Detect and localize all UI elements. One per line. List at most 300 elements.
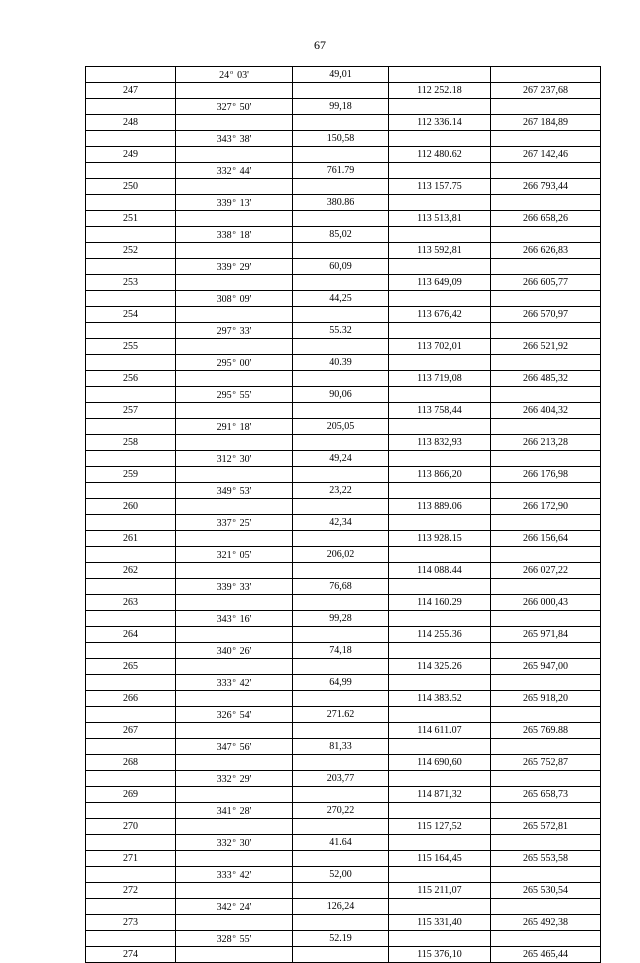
table-row <box>86 67 601 83</box>
point-number: 260 <box>123 500 138 512</box>
length-cell <box>293 483 389 499</box>
table-row <box>86 579 601 595</box>
table-row <box>86 739 601 755</box>
length-value: 40.39 <box>329 356 352 368</box>
length-cell <box>293 595 389 611</box>
bearing-degrees: 339 <box>216 262 232 273</box>
y-coordinate: 267 184,89 <box>523 116 568 128</box>
x-coordinate: 113 157.75 <box>417 180 462 192</box>
table-row <box>86 435 601 451</box>
table-row <box>86 483 601 499</box>
x-coordinate-cell <box>389 531 491 547</box>
length-cell <box>293 819 389 835</box>
x-coordinate-cell <box>389 275 491 291</box>
length-cell <box>293 403 389 419</box>
length-value: 74,18 <box>329 644 352 656</box>
point-number: 255 <box>123 340 138 352</box>
x-coordinate: 113 866,20 <box>417 468 462 480</box>
y-coordinate-cell <box>491 83 601 99</box>
bearing-degrees: 341 <box>216 806 232 817</box>
point-number: 259 <box>123 468 138 480</box>
length-cell <box>293 691 389 707</box>
bearing-cell <box>176 371 293 387</box>
length-cell <box>293 243 389 259</box>
bearing-cell <box>176 275 293 291</box>
degree-sign: o <box>232 902 236 908</box>
point-number-cell <box>86 835 176 851</box>
point-number-cell <box>86 851 176 867</box>
bearing-minutes: 54' <box>239 710 252 721</box>
bearing-value <box>232 598 237 609</box>
bearing-degrees: 295 <box>216 358 232 369</box>
x-coordinate-cell <box>389 787 491 803</box>
length-value: 126,24 <box>326 900 355 912</box>
x-coordinate: 114 255.36 <box>417 628 462 640</box>
bearing-value <box>217 262 252 273</box>
degree-sign: o <box>232 934 236 940</box>
degree-sign: o <box>232 806 236 812</box>
x-coordinate-cell <box>389 947 491 963</box>
x-coordinate: 114 611.07 <box>417 724 462 736</box>
bearing-value <box>232 86 237 97</box>
bearing-cell <box>176 323 293 339</box>
point-number-cell <box>86 99 176 115</box>
y-coordinate-cell <box>491 643 601 659</box>
y-coordinate-cell <box>491 323 601 339</box>
x-coordinate: 113 676,42 <box>417 308 462 320</box>
degree-sign: o <box>232 774 236 780</box>
point-number: 267 <box>123 724 138 736</box>
bearing-value <box>232 310 237 321</box>
bearing-degrees: 342 <box>216 902 232 913</box>
table-row <box>86 771 601 787</box>
bearing-value <box>217 134 252 145</box>
bearing-cell <box>176 947 293 963</box>
bearing-value <box>232 246 237 257</box>
bearing-degrees: 333 <box>216 870 232 881</box>
bearing-value <box>232 278 237 289</box>
point-number-cell <box>86 595 176 611</box>
y-coordinate-cell <box>491 259 601 275</box>
x-coordinate-cell <box>389 771 491 787</box>
bearing-cell <box>176 787 293 803</box>
x-coordinate-cell <box>389 643 491 659</box>
bearing-cell <box>176 723 293 739</box>
bearing-minutes: 30' <box>239 454 252 465</box>
bearing-value <box>232 374 237 385</box>
y-coordinate: 265 918,20 <box>523 692 568 704</box>
length-cell <box>293 211 389 227</box>
x-coordinate-cell <box>389 307 491 323</box>
bearing-value <box>232 950 237 961</box>
x-coordinate: 113 719,08 <box>417 372 462 384</box>
point-number-cell <box>86 323 176 339</box>
bearing-minutes: 18' <box>239 422 252 433</box>
y-coordinate: 267 237,68 <box>523 84 568 96</box>
bearing-degrees: 312 <box>216 454 232 465</box>
x-coordinate-cell <box>389 99 491 115</box>
bearing-value <box>232 438 237 449</box>
bearing-value <box>232 758 237 769</box>
bearing-cell <box>176 515 293 531</box>
point-number: 251 <box>123 212 138 224</box>
point-number-cell <box>86 195 176 211</box>
bearing-degrees: 339 <box>216 198 232 209</box>
x-coordinate: 115 211,07 <box>417 884 462 896</box>
table-row <box>86 659 601 675</box>
bearing-cell <box>176 739 293 755</box>
bearing-minutes: 30' <box>239 838 252 849</box>
bearing-value <box>217 870 252 881</box>
bearing-degrees: 24 <box>219 70 230 81</box>
table-row <box>86 387 601 403</box>
point-number-cell <box>86 339 176 355</box>
y-coordinate-cell <box>491 339 601 355</box>
bearing-minutes: 42' <box>239 870 252 881</box>
y-coordinate-cell <box>491 291 601 307</box>
length-value: 206,02 <box>326 548 355 560</box>
length-cell <box>293 515 389 531</box>
degree-sign: o <box>232 262 236 268</box>
y-coordinate-cell <box>491 387 601 403</box>
bearing-minutes: 26' <box>239 646 252 657</box>
y-coordinate-cell <box>491 595 601 611</box>
x-coordinate-cell <box>389 611 491 627</box>
point-number-cell <box>86 259 176 275</box>
length-cell <box>293 787 389 803</box>
point-number: 258 <box>123 436 138 448</box>
bearing-cell <box>176 419 293 435</box>
bearing-value <box>232 342 237 353</box>
x-coordinate-cell <box>389 179 491 195</box>
length-cell <box>293 611 389 627</box>
length-cell <box>293 931 389 947</box>
bearing-minutes: 05' <box>239 550 252 561</box>
x-coordinate: 114 871,32 <box>417 788 462 800</box>
bearing-cell <box>176 483 293 499</box>
table-row <box>86 755 601 771</box>
y-coordinate: 265 658,73 <box>523 788 568 800</box>
y-coordinate-cell <box>491 99 601 115</box>
bearing-degrees: 327 <box>216 102 232 113</box>
y-coordinate-cell <box>491 739 601 755</box>
length-cell <box>293 499 389 515</box>
bearing-cell <box>176 435 293 451</box>
point-number-cell <box>86 819 176 835</box>
x-coordinate: 113 649,09 <box>417 276 462 288</box>
point-number-cell <box>86 787 176 803</box>
point-number-cell <box>86 675 176 691</box>
degree-sign: o <box>232 678 236 684</box>
bearing-minutes: 25' <box>239 518 252 529</box>
bearing-cell <box>176 291 293 307</box>
y-coordinate: 266 793,44 <box>523 180 568 192</box>
bearing-degrees: 328 <box>216 934 232 945</box>
table-row <box>86 467 601 483</box>
degree-sign: o <box>232 294 236 300</box>
point-number-cell <box>86 371 176 387</box>
x-coordinate-cell <box>389 483 491 499</box>
point-number: 261 <box>123 532 138 544</box>
bearing-minutes: 13' <box>239 198 252 209</box>
point-number: 272 <box>123 884 138 896</box>
bearing-value <box>217 902 252 913</box>
x-coordinate: 114 690,60 <box>417 756 462 768</box>
length-cell <box>293 307 389 323</box>
bearing-value <box>217 582 252 593</box>
bearing-cell <box>176 67 293 83</box>
degree-sign: o <box>232 326 236 332</box>
x-coordinate-cell <box>389 131 491 147</box>
x-coordinate: 113 832,93 <box>417 436 462 448</box>
table-row <box>86 835 601 851</box>
bearing-value <box>217 102 252 113</box>
x-coordinate: 113 592,81 <box>417 244 462 256</box>
point-number-cell <box>86 451 176 467</box>
length-cell <box>293 451 389 467</box>
x-coordinate-cell <box>389 467 491 483</box>
length-cell <box>293 83 389 99</box>
point-number: 249 <box>123 148 138 160</box>
bearing-cell <box>176 611 293 627</box>
bearing-cell <box>176 147 293 163</box>
length-cell <box>293 339 389 355</box>
table-row <box>86 627 601 643</box>
bearing-cell <box>176 115 293 131</box>
y-coordinate-cell <box>491 675 601 691</box>
x-coordinate: 113 513,81 <box>417 212 462 224</box>
x-coordinate-cell <box>389 851 491 867</box>
point-number-cell <box>86 627 176 643</box>
length-value: 90,06 <box>329 388 352 400</box>
degree-sign: o <box>232 454 236 460</box>
table-row <box>86 131 601 147</box>
y-coordinate-cell <box>491 275 601 291</box>
x-coordinate-cell <box>389 451 491 467</box>
x-coordinate-cell <box>389 739 491 755</box>
y-coordinate: 265 971,84 <box>523 628 568 640</box>
y-coordinate-cell <box>491 419 601 435</box>
length-value: 205,05 <box>326 420 355 432</box>
table-row <box>86 915 601 931</box>
x-coordinate-cell <box>389 243 491 259</box>
coordinates-table <box>85 66 601 963</box>
point-number-cell <box>86 899 176 915</box>
bearing-cell <box>176 99 293 115</box>
bearing-value <box>217 294 252 305</box>
degree-sign: o <box>232 838 236 844</box>
length-cell <box>293 355 389 371</box>
bearing-degrees: 332 <box>216 774 232 785</box>
x-coordinate: 114 160.29 <box>417 596 462 608</box>
degree-sign: o <box>232 422 236 428</box>
table-row <box>86 899 601 915</box>
y-coordinate-cell <box>491 563 601 579</box>
degree-sign: o <box>232 518 236 524</box>
degree-sign: o <box>232 198 236 204</box>
x-coordinate: 115 164,45 <box>417 852 462 864</box>
bearing-degrees: 347 <box>216 742 232 753</box>
bearing-minutes: 55' <box>239 934 252 945</box>
bearing-value <box>232 566 237 577</box>
length-cell <box>293 851 389 867</box>
table-row <box>86 371 601 387</box>
bearing-cell <box>176 547 293 563</box>
table-row <box>86 867 601 883</box>
x-coordinate-cell <box>389 115 491 131</box>
bearing-cell <box>176 499 293 515</box>
x-coordinate: 114 325.26 <box>417 660 462 672</box>
table-row <box>86 419 601 435</box>
bearing-minutes: 33' <box>239 326 252 337</box>
length-value: 150,58 <box>326 132 355 144</box>
bearing-value <box>217 742 252 753</box>
point-number-cell <box>86 531 176 547</box>
bearing-value <box>217 710 252 721</box>
bearing-degrees: 297 <box>216 326 232 337</box>
bearing-value <box>217 198 252 209</box>
length-cell <box>293 899 389 915</box>
point-number-cell <box>86 691 176 707</box>
point-number-cell <box>86 275 176 291</box>
y-coordinate: 266 213,28 <box>523 436 568 448</box>
bearing-degrees: 343 <box>216 134 232 145</box>
table-row <box>86 563 601 579</box>
bearing-cell <box>176 179 293 195</box>
degree-sign: o <box>232 550 236 556</box>
bearing-cell <box>176 643 293 659</box>
point-number-cell <box>86 515 176 531</box>
y-coordinate: 266 570,97 <box>523 308 568 320</box>
y-coordinate-cell <box>491 883 601 899</box>
table-row <box>86 675 601 691</box>
point-number-cell <box>86 67 176 83</box>
y-coordinate-cell <box>491 307 601 323</box>
x-coordinate-cell <box>389 867 491 883</box>
table-row <box>86 931 601 947</box>
length-value: 49,01 <box>329 68 352 80</box>
y-coordinate: 265 752,87 <box>523 756 568 768</box>
bearing-degrees: 337 <box>216 518 232 529</box>
length-value: 380.86 <box>326 196 355 208</box>
point-number-cell <box>86 243 176 259</box>
bearing-value <box>217 646 252 657</box>
bearing-cell <box>176 163 293 179</box>
bearing-cell <box>176 531 293 547</box>
point-number-cell <box>86 227 176 243</box>
y-coordinate-cell <box>491 867 601 883</box>
x-coordinate-cell <box>389 547 491 563</box>
point-number-cell <box>86 83 176 99</box>
bearing-degrees: 349 <box>216 486 232 497</box>
bearing-cell <box>176 307 293 323</box>
bearing-cell <box>176 819 293 835</box>
point-number-cell <box>86 467 176 483</box>
x-coordinate-cell <box>389 803 491 819</box>
bearing-value <box>217 422 252 433</box>
y-coordinate-cell <box>491 403 601 419</box>
length-value: 203,77 <box>326 772 355 784</box>
x-coordinate: 112 336.14 <box>417 116 462 128</box>
bearing-degrees: 340 <box>216 646 232 657</box>
x-coordinate-cell <box>389 67 491 83</box>
y-coordinate-cell <box>491 547 601 563</box>
point-number-cell <box>86 883 176 899</box>
length-cell <box>293 419 389 435</box>
length-cell <box>293 259 389 275</box>
y-coordinate: 265 530,54 <box>523 884 568 896</box>
x-coordinate-cell <box>389 195 491 211</box>
length-cell <box>293 227 389 243</box>
bearing-cell <box>176 195 293 211</box>
bearing-value <box>217 806 252 817</box>
x-coordinate-cell <box>389 499 491 515</box>
x-coordinate-cell <box>389 515 491 531</box>
y-coordinate: 266 485,32 <box>523 372 568 384</box>
x-coordinate-cell <box>389 915 491 931</box>
table-row <box>86 355 601 371</box>
bearing-cell <box>176 563 293 579</box>
point-number-cell <box>86 179 176 195</box>
length-value: 44,25 <box>329 292 352 304</box>
x-coordinate-cell <box>389 883 491 899</box>
bearing-degrees: 295 <box>216 390 232 401</box>
table-row <box>86 211 601 227</box>
x-coordinate-cell <box>389 627 491 643</box>
point-number: 273 <box>123 916 138 928</box>
point-number-cell <box>86 147 176 163</box>
y-coordinate-cell <box>491 851 601 867</box>
x-coordinate-cell <box>389 675 491 691</box>
bearing-value <box>232 886 237 897</box>
x-coordinate: 112 480.62 <box>417 148 462 160</box>
length-cell <box>293 275 389 291</box>
length-value: 52.19 <box>329 932 352 944</box>
y-coordinate-cell <box>491 499 601 515</box>
point-number-cell <box>86 707 176 723</box>
point-number-cell <box>86 563 176 579</box>
length-cell <box>293 643 389 659</box>
length-cell <box>293 67 389 83</box>
table-row <box>86 947 601 963</box>
point-number: 270 <box>123 820 138 832</box>
bearing-cell <box>176 579 293 595</box>
length-cell <box>293 435 389 451</box>
y-coordinate-cell <box>491 659 601 675</box>
bearing-cell <box>176 227 293 243</box>
length-value: 42,34 <box>329 516 352 528</box>
y-coordinate-cell <box>491 755 601 771</box>
length-value: 81,33 <box>329 740 352 752</box>
point-number: 263 <box>123 596 138 608</box>
bearing-value <box>217 230 252 241</box>
y-coordinate-cell <box>491 579 601 595</box>
bearing-value <box>217 486 252 497</box>
table-row <box>86 819 601 835</box>
bearing-value <box>217 454 252 465</box>
x-coordinate-cell <box>389 819 491 835</box>
bearing-value <box>217 166 252 177</box>
bearing-minutes: 50' <box>239 102 252 113</box>
length-cell <box>293 291 389 307</box>
bearing-value <box>232 822 237 833</box>
x-coordinate-cell <box>389 579 491 595</box>
length-cell <box>293 707 389 723</box>
point-number: 252 <box>123 244 138 256</box>
table-row <box>86 595 601 611</box>
point-number: 266 <box>123 692 138 704</box>
length-value: 49,24 <box>329 452 352 464</box>
